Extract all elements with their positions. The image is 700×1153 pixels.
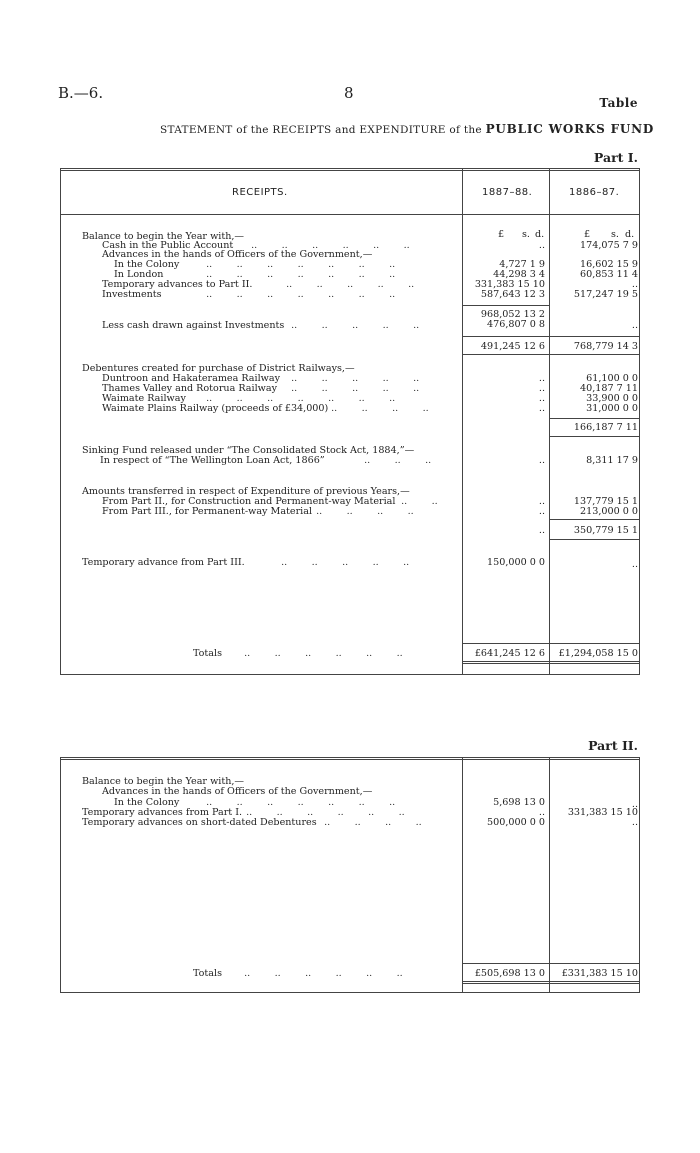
a-cash-public: .. <box>538 240 545 251</box>
statement-title <box>160 122 654 136</box>
p2-a-temp-from-part1: .. <box>538 807 545 818</box>
line-temp-from-part3: Temporary advance from Part III. <box>82 557 245 568</box>
line-less-cash: Less cash drawn against Investments <box>102 320 285 331</box>
rule <box>550 539 639 540</box>
line-duntroon: Duntroon and Hakateramea Railway <box>102 373 281 384</box>
pence-sign: d. <box>535 229 545 240</box>
dot-leader: .. .. .. .. .. <box>280 279 415 290</box>
rule <box>463 663 639 664</box>
dot-leader: .. .. .. <box>358 455 432 466</box>
pound-sign: £ <box>498 229 505 240</box>
rule <box>463 354 639 355</box>
b-transfers-total: 350,779 15 1 <box>573 525 638 536</box>
a-thames: .. <box>538 383 545 394</box>
rule <box>60 759 640 760</box>
rule <box>550 519 639 520</box>
b-from-part3: 213,000 0 0 <box>580 506 638 517</box>
line-waimate-plains: Waimate Plains Railway (proceeds of £34,000) <box>102 403 329 414</box>
rule <box>463 963 639 964</box>
rule <box>550 418 639 419</box>
a-temp-from-part3: 150,000 0 0 <box>487 557 545 568</box>
a-waimate: .. <box>538 393 545 404</box>
a-duntroon: .. <box>538 373 545 384</box>
p2-b-in-colony: .. <box>631 799 638 810</box>
dot-leader: .. .. .. .. .. .. .. <box>200 259 396 270</box>
line-advances-officers: Advances in the hands of Officers of the Government,— <box>102 249 373 260</box>
a-transfers-total: .. <box>538 525 545 536</box>
a-subtotal: 968,052 13 2 <box>480 309 545 320</box>
b-from-part2: 137,779 15 1 <box>573 496 638 507</box>
document-reference: B.—6. <box>58 84 104 102</box>
p2-b-temp-from-part1: 331,383 15 10 <box>567 807 638 818</box>
col-1886-header: 1886–87. <box>569 187 620 198</box>
line-wellington: In respect of “The Wellington Loan Act, 1866” <box>100 455 325 466</box>
dot-leader: .. .. .. .. .. <box>285 383 420 394</box>
dot-leader: .. .. <box>395 496 438 507</box>
b-total: £1,294,058 15 0 <box>558 648 638 659</box>
line-sinking-fund: Sinking Fund released under “The Consolidated Stock Act, 1884,”— <box>82 445 415 456</box>
pound-sign: £ <box>584 229 591 240</box>
dot-leader: .. .. .. .. .. .. <box>238 648 403 659</box>
line-waimate: Waimate Railway <box>102 393 186 404</box>
rule <box>60 674 640 675</box>
line-temp-adv-part2: Temporary advances to Part II. <box>102 279 253 290</box>
dot-leader: .. .. .. .. .. .. .. <box>200 393 396 404</box>
dot-leader: .. .. .. .. .. .. <box>238 968 403 979</box>
b-investments: 517,247 19 5 <box>573 289 638 300</box>
shillings-sign: s. <box>611 229 619 240</box>
line-investments: Investments <box>102 289 162 300</box>
p2-line-totals: Totals <box>193 968 222 979</box>
p2-a-total: £505,698 13 0 <box>474 968 545 979</box>
rule <box>60 757 640 758</box>
part1-label: Part I. <box>593 150 638 165</box>
rule <box>60 170 640 171</box>
b-waimate-plains: 31,000 0 0 <box>586 403 638 414</box>
dot-leader: .. .. .. .. <box>310 506 414 517</box>
b-thames: 40,187 7 11 <box>580 383 638 394</box>
rule <box>549 168 550 675</box>
title-fund-name: PUBLIC WORKS FUND <box>485 122 655 136</box>
b-in-london: 60,853 11 4 <box>580 269 638 280</box>
line-in-colony: In the Colony <box>114 259 180 270</box>
p2-line-temp-from-part1: Temporary advances from Part I. <box>82 807 243 818</box>
a-from-part3: .. <box>538 506 545 517</box>
a-total: £641,245 12 6 <box>474 648 545 659</box>
rule <box>549 757 550 993</box>
b-wellington: 8,311 17 9 <box>586 455 638 466</box>
rule <box>639 757 640 993</box>
a-investments: 587,643 12 3 <box>480 289 545 300</box>
p2-line-temp-debentures: Temporary advances on short-dated Debentures <box>82 817 317 828</box>
line-totals: Totals <box>193 648 222 659</box>
dot-leader: .. .. .. .. .. <box>285 373 420 384</box>
rule <box>463 981 639 982</box>
dot-leader: .. .. .. .. <box>325 403 429 414</box>
a-net: 491,245 12 6 <box>480 341 545 352</box>
a-less-cash: 476,807 0 8 <box>487 319 545 330</box>
a-wellington: .. <box>538 455 545 466</box>
dot-leader: .. .. .. .. .. .. .. <box>200 269 396 280</box>
p2-line-in-colony: In the Colony <box>114 797 180 808</box>
rule <box>463 305 549 306</box>
title-prefix: STATEMENT of the RECEIPTS and EXPENDITURE of the <box>160 124 482 136</box>
rule <box>463 983 639 984</box>
rule <box>60 214 640 215</box>
b-temp-from-part3: .. <box>631 559 638 570</box>
p2-line-advances-officers: Advances in the hands of Officers of the Government,— <box>102 786 373 797</box>
b-duntroon: 61,100 0 0 <box>586 373 638 384</box>
a-in-colony: 4,727 1 9 <box>499 259 545 270</box>
b-waimate: 33,900 0 0 <box>586 393 638 404</box>
part2-label: Part II. <box>588 738 638 753</box>
rule <box>463 643 639 644</box>
line-balance-begin: Balance to begin the Year with,— <box>82 231 245 242</box>
a-waimate-plains: .. <box>538 403 545 414</box>
page-number: 8 <box>344 84 354 102</box>
pence-sign: d. <box>625 229 635 240</box>
line-amounts-transferred: Amounts transferred in respect of Expenditure of previous Years,— <box>82 486 410 497</box>
p2-line-balance-begin: Balance to begin the Year with,— <box>82 776 245 787</box>
b-temp-adv-part2: .. <box>631 279 638 290</box>
dot-leader: .. .. .. .. <box>318 817 422 828</box>
a-from-part2: .. <box>538 496 545 507</box>
b-net: 768,779 14 3 <box>573 341 638 352</box>
line-from-part2: From Part II., for Construction and Permanent-way Material <box>102 496 396 507</box>
b-cash-public: 174,075 7 9 <box>580 240 638 251</box>
shillings-sign: s. <box>522 229 530 240</box>
line-cash-public: Cash in the Public Account <box>102 240 234 251</box>
dot-leader: .. .. .. .. .. <box>285 320 420 331</box>
dot-leader: .. .. .. .. .. .. .. <box>200 797 396 808</box>
line-debentures: Debentures created for purchase of District Railways,— <box>82 363 355 374</box>
dot-leader: .. .. .. .. .. .. <box>240 807 405 818</box>
dot-leader: .. .. .. .. .. <box>275 557 410 568</box>
b-railways-total: 166,187 7 11 <box>573 422 638 433</box>
rule <box>463 336 639 337</box>
rule <box>60 757 61 993</box>
p2-b-temp-debentures: .. <box>631 817 638 828</box>
col-receipts-header: RECEIPTS. <box>232 187 288 198</box>
rule <box>463 661 639 662</box>
col-1887-header: 1887–88. <box>482 187 533 198</box>
rule <box>60 992 640 993</box>
rule <box>550 436 639 437</box>
b-in-colony: 16,602 15 9 <box>580 259 638 270</box>
table-label: Table <box>599 96 638 110</box>
b-less-cash: .. <box>631 320 638 331</box>
line-from-part3: From Part III., for Permanent-way Material <box>102 506 313 517</box>
dot-leader: .. .. .. .. .. .. .. <box>200 289 396 300</box>
dot-leader: .. .. .. .. .. .. <box>245 240 410 251</box>
p2-a-temp-debentures: 500,000 0 0 <box>487 817 545 828</box>
line-thames: Thames Valley and Rotorua Railway <box>102 383 278 394</box>
rule <box>60 168 61 675</box>
rule <box>462 757 463 993</box>
a-in-london: 44,298 3 4 <box>493 269 545 280</box>
rule <box>60 168 640 169</box>
line-in-london: In London <box>114 269 164 280</box>
rule <box>639 168 640 675</box>
p2-a-in-colony: 5,698 13 0 <box>493 797 545 808</box>
p2-b-total: £331,383 15 10 <box>561 968 638 979</box>
a-temp-adv-part2: 331,383 15 10 <box>474 279 545 290</box>
rule <box>462 168 463 675</box>
